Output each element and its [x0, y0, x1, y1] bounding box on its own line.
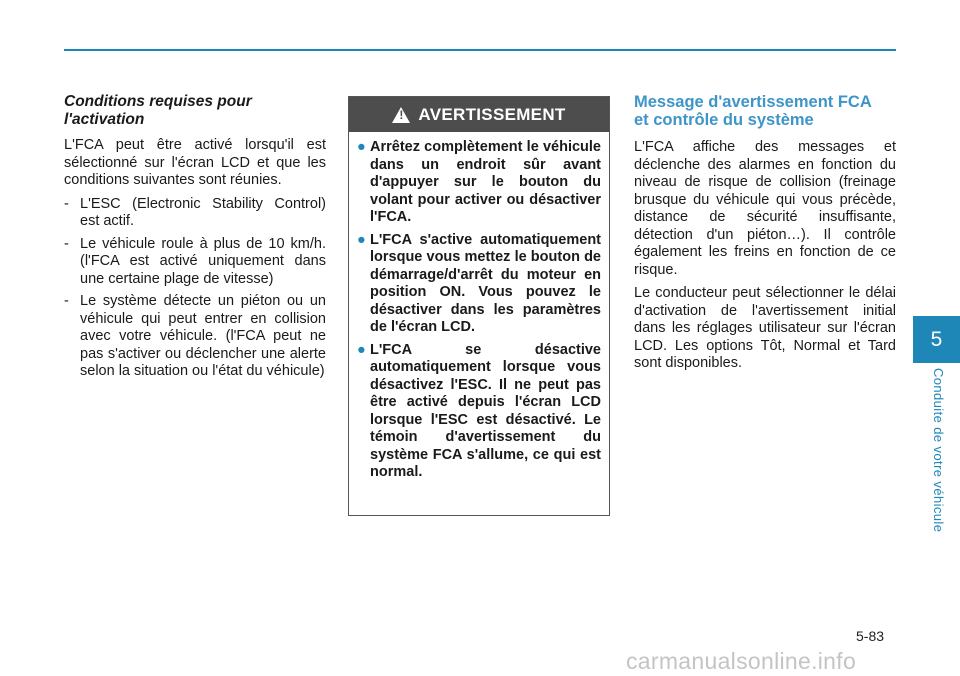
conditions-subheading: Conditions requises pour l'activation	[64, 93, 252, 128]
warning-message-section	[634, 93, 896, 379]
warning-header	[349, 97, 609, 132]
chapter-label: Conduite de votre véhicule	[931, 368, 946, 533]
warning-list	[349, 132, 609, 482]
conditions-list	[64, 196, 326, 381]
warning-box	[348, 96, 610, 516]
list-item: - L'ESC (Electronic Stability Control) est actif.	[64, 195, 326, 229]
list-item: ● L'FCA s'active automatiquement lorsque vous mettez le bouton de démarrage/d'arrêt du moteur en position ON. Vous pouvez le désactiver dans les paramètres de l'écran LCD.	[357, 231, 601, 335]
conditions-section	[64, 93, 326, 386]
bullet-icon: ●	[357, 231, 366, 248]
conditions-intro: L'FCA peut être activé lorsqu'il est sélectionné sur l'écran LCD et que les conditions suivantes sont réunies.	[64, 137, 326, 188]
warning-title: AVERTISSEMENT	[418, 104, 566, 124]
list-item: - Le véhicule roule à plus de 10 km/h. (l'FCA est activé uniquement dans une certaine plage de vitesse)	[64, 235, 326, 287]
section-paragraph: L'FCA affiche des messages et déclenche des alarmes en fonction du niveau de risque de collision (freinage brusque du véhicule qui vous précède, distance de sécurité insuffisante, détection d'un piéton…). Il contrôle également les freins en fonction de ce risque.	[634, 139, 896, 278]
page-number: 5-83	[856, 628, 885, 644]
chapter-number-tab: 5	[913, 316, 960, 363]
list-item: - Le système détecte un piéton ou un véhicule qui peut entrer en collision avec votre véhicule. (l'FCA peut ne pas s'activer ou déclencher une alerte selon la situation ou l'état du véhicule)	[64, 293, 326, 379]
list-item: ● L'FCA se désactive automatiquement lorsque vous désactivez l'ESC. Il ne peut pas être activé depuis l'écran LCD lorsque l'ESC est désactivé. Le témoin d'avertissement du système FCA s'allume, ce qui est normal.	[357, 341, 601, 480]
list-item: ● Arrêtez complètement le véhicule dans un endroit sûr avant d'appuyer sur le bouton du volant pour activer ou désactiver l'FCA.	[357, 139, 601, 225]
watermark: carmanualsonline.info	[626, 648, 857, 674]
section-paragraph: Le conducteur peut sélectionner le délai d'activation de l'avertissement initial dans les réglages utilisateur sur l'écran LCD. Les options Tôt, Normal et Tard sont disponibles.	[634, 285, 896, 371]
bullet-icon: ●	[357, 341, 366, 358]
section-title: Message d'avertissement FCA et contrôle du système	[634, 93, 872, 129]
bullet-icon: ●	[357, 139, 366, 155]
warning-triangle-icon	[392, 107, 410, 123]
top-rule	[64, 49, 896, 51]
